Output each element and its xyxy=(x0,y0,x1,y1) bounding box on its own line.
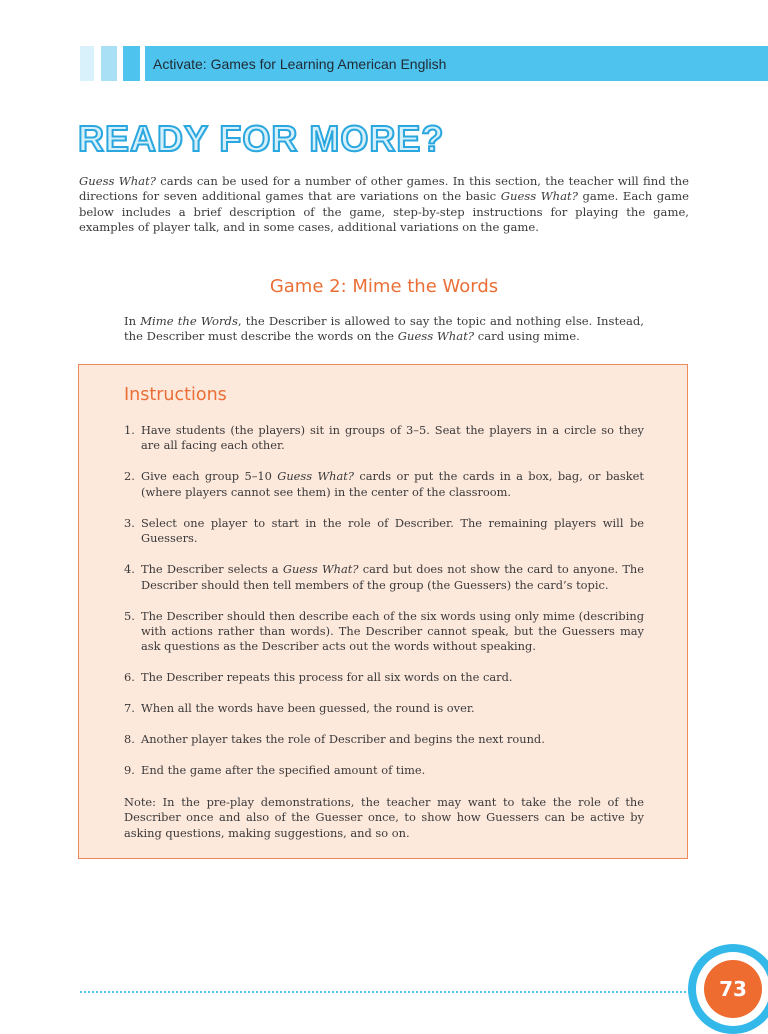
page-number-ring xyxy=(696,952,768,1026)
instruction-step xyxy=(124,670,644,685)
intro-text: game. Each game below includes a brief description of the game, step-by-step instructions for playing the game, examples of player talk, and in some cases, additional variations on the game. xyxy=(79,189,689,235)
step-number: 2. xyxy=(124,469,135,484)
step-text: End the game after the specified amount of time. xyxy=(141,763,426,778)
instruction-step xyxy=(124,609,644,655)
step-text: card but does not show the card to anyone. The Describer should then tell members of the group (the Guessers) the card’s topic. xyxy=(141,562,644,592)
game-description-text: card using mime. xyxy=(474,329,580,344)
step-text: The Describer should then describe each of the six words using only mime (describing with actions rather than words). The Describer cannot speak, but the Guessers may ask questions as the Describer acts out the words without speaking. xyxy=(141,608,644,654)
page-number: 73 xyxy=(704,960,762,1018)
game-description-text: , the Describer is allowed to say the topic and nothing else. Instead, the Describer must describe the words on the xyxy=(124,314,644,344)
game-description-text: Mime the Words xyxy=(140,314,238,328)
instruction-step xyxy=(124,763,644,778)
intro-text: cards can be used for a number of other games. In this section, the teacher will find the directions for seven additional games that are variations on the basic xyxy=(79,174,689,204)
intro-text: Guess What? xyxy=(500,189,578,204)
step-text: Guess What? xyxy=(282,562,359,577)
step-number: 1. xyxy=(124,423,135,437)
step-text: Guess What? xyxy=(277,469,354,484)
game-description-text: In xyxy=(124,314,141,328)
instructions-box xyxy=(78,364,688,859)
instruction-step xyxy=(124,469,644,500)
page-number-badge xyxy=(688,944,768,1034)
step-number: 5. xyxy=(124,608,135,623)
step-number: 8. xyxy=(124,732,135,747)
step-text: Select one player to start in the role of Describer. The remaining players will be Guessers. xyxy=(141,515,644,546)
step-text: When all the words have been guessed, the round is over. xyxy=(141,701,475,716)
header-title: Activate: Games for Learning American English xyxy=(153,55,447,72)
step-number: 7. xyxy=(124,701,135,716)
instructions-title: Instructions xyxy=(124,385,227,405)
game-description xyxy=(124,314,644,345)
header-stripe-mid xyxy=(101,46,117,81)
game-title: Game 2: Mime the Words xyxy=(269,276,499,297)
footer-dotted-rule xyxy=(80,991,694,993)
step-text: Another player takes the role of Describer and begins the next round. xyxy=(141,732,545,747)
intro-paragraph xyxy=(79,174,689,236)
instruction-step xyxy=(124,423,644,454)
instructions-list xyxy=(124,423,644,794)
step-text: The Describer selects a xyxy=(141,562,283,577)
step-number: 4. xyxy=(124,562,135,577)
header-stripe-light xyxy=(80,46,94,81)
header-bar xyxy=(145,46,768,81)
step-text: cards or put the cards in a box, bag, or basket (where players cannot see them) in the center of the classroom. xyxy=(141,469,644,499)
instruction-step xyxy=(124,732,644,747)
instruction-step xyxy=(124,516,644,547)
step-number: 3. xyxy=(124,515,135,530)
step-text: Give each group 5–10 xyxy=(141,469,278,484)
step-number: 6. xyxy=(124,670,135,685)
step-text: Have students (the players) sit in groups of 3–5. Seat the players in a circle so they are all facing each other. xyxy=(141,423,644,453)
page-title: READY FOR MORE? xyxy=(78,118,445,159)
step-number: 9. xyxy=(124,763,135,778)
header-stripe-bar xyxy=(123,46,140,81)
game-description-text: Guess What? xyxy=(397,329,475,344)
instruction-step xyxy=(124,701,644,716)
instructions-note: Note: In the pre-play demonstrations, the teacher may want to take the role of the Describer once and also of the Guesser once, to show how Guessers can be active by asking questions, making suggestions, and so on. xyxy=(124,795,644,840)
instruction-step xyxy=(124,562,644,593)
step-text: The Describer repeats this process for all six words on the card. xyxy=(141,670,513,685)
intro-text: Guess What? xyxy=(79,174,156,188)
